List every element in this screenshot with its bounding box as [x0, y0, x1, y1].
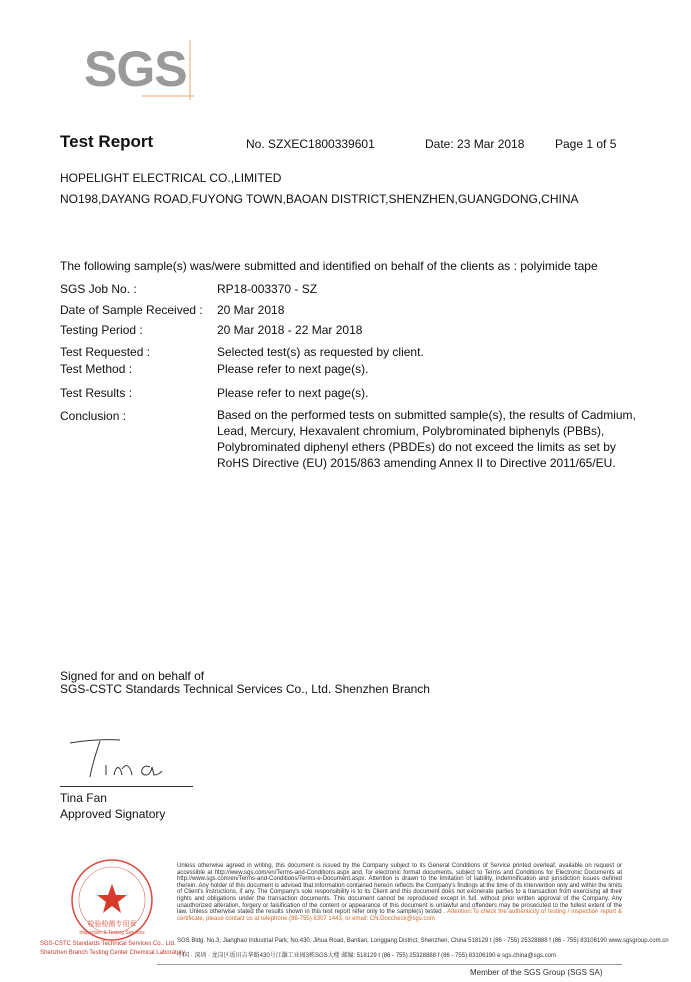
- field-label: Testing Period :: [60, 323, 143, 337]
- member-note: Member of the SGS Group (SGS SA): [470, 968, 603, 977]
- signed-line-1: Signed for and on behalf of: [60, 669, 205, 683]
- svg-text:SGS: SGS: [84, 41, 187, 97]
- signed-line-2: SGS-CSTC Standards Technical Services Co., Ltd. Shenzhen Branch: [60, 682, 430, 696]
- page-indicator: Page 1 of 5: [555, 137, 617, 151]
- conclusion-label: Conclusion :: [60, 409, 127, 423]
- stamp-line-1: SGS-CSTC Standards Technical Services Co., Ltd.: [40, 941, 176, 947]
- field-value: Please refer to next page(s).: [217, 386, 369, 400]
- signatory-name: Tina Fan: [60, 791, 107, 805]
- intro-text: The following sample(s) was/were submitted and identified on behalf of the clients as : polyimide tape: [60, 259, 598, 273]
- svg-text:Inspection & Testing Services: Inspection & Testing Services: [79, 930, 145, 936]
- report-title: Test Report: [60, 132, 154, 151]
- authenticity-note: Attention:To check the authenticity of testing / inspection report & certificate, please contact us at telephone:(86-755) 8307 1443, or email: CN.Doccheck@sgs.com: [177, 909, 622, 922]
- client-address: NO198,DAYANG ROAD,FUYONG TOWN,BAOAN DISTRICT,SHENZHEN,GUANGDONG,CHINA: [60, 192, 579, 206]
- field-label: Test Requested :: [60, 345, 151, 359]
- report-date: Date: 23 Mar 2018: [425, 137, 525, 151]
- client-name: HOPELIGHT ELECTRICAL CO.,LIMITED: [60, 171, 282, 185]
- footer-divider: [157, 964, 622, 965]
- field-value: Selected test(s) as requested by client.: [217, 345, 424, 359]
- stamp-line-2: Shenzhen Branch Testing Center Chemical Laboratory: [40, 950, 185, 956]
- svg-text:检验检测专用章: 检验检测专用章: [87, 920, 137, 928]
- field-value: 20 Mar 2018: [217, 303, 285, 317]
- address-en: SGS Bldg. No.3, Jianghao Industrial Park, No.430, Jihua Road, Bantian, Longgang District, Shenzhen, China 518129 t (86 - 755) 25328888 f (86 - 755) 83106190 www.sgsgroup.com.cn: [177, 938, 669, 944]
- handwritten-signature: [62, 735, 202, 785]
- sgs-logo: [82, 40, 194, 100]
- signatory-title: Approved Signatory: [60, 807, 166, 821]
- field-value: 20 Mar 2018 - 22 Mar 2018: [217, 323, 363, 337]
- signature-line: [60, 786, 193, 787]
- report-number: No. SZXEC1800339601: [246, 137, 375, 151]
- field-value: RP18-003370 - SZ: [217, 282, 318, 296]
- field-label: Date of Sample Received :: [60, 303, 203, 317]
- field-label: Test Method :: [60, 362, 133, 376]
- field-label: SGS Job No. :: [60, 282, 137, 296]
- conclusion-text: Based on the performed tests on submitted sample(s), the results of Cadmium, Lead, Mercury, Hexavalent chromium, Polybrominated biphenyls (PBBs), Polybrominated diphenyl ethers (PBDEs) do not exceed the limits as set by RoHS Directive (EU) 2015/863 amending Annex II to Directive 2011/65/EU.: [217, 408, 636, 470]
- address-cn: 中国 · 深圳 · 龙岗区坂田吉华路430号江灏工业园3栋SGS大楼 邮编: 518129 t (86 - 755) 25328888 f (86 - 755) 83106190 e sgs.china@sgs.com: [177, 953, 556, 959]
- field-label: Test Results :: [60, 386, 133, 400]
- footer-disclaimer: [177, 863, 622, 922]
- field-value: Please refer to next page(s).: [217, 362, 369, 376]
- company-seal: [60, 856, 175, 948]
- disclaimer-text: Unless otherwise agreed in writing, this document is issued by the Company subject to its General Conditions of Service printed overleaf, available on request or accessible at http://www.sgs.com/en/Terms-and-Conditions.aspx and, for electronic format documents, subject to Terms and Conditions for Electronic Documents at http://www.sgs.com/en/Terms-and-Conditions/Terms-e-Document.aspx. Attention is drawn to the limitation of liability, indemnification and jurisdiction issues defined therein. Any holder of this document is advised that information contained hereon reflects the Company's findings at the time of its intervention only and within the limits of Client's instructions, if any. The Company's sole responsibility is to its Client and this document does not exonerate parties to a transaction from exercising all their rights and obligations under the transaction documents. This document cannot be reproduced except in full, without prior written approval of the Company. Any unauthorized alteration, forgery or falsification of the content or appearance of this document is unlawful and offenders may be prosecuted to the fullest extent of the law. Unless otherwise stated the results shown in this test report refer only to the sample(s) tested .: [177, 863, 622, 916]
